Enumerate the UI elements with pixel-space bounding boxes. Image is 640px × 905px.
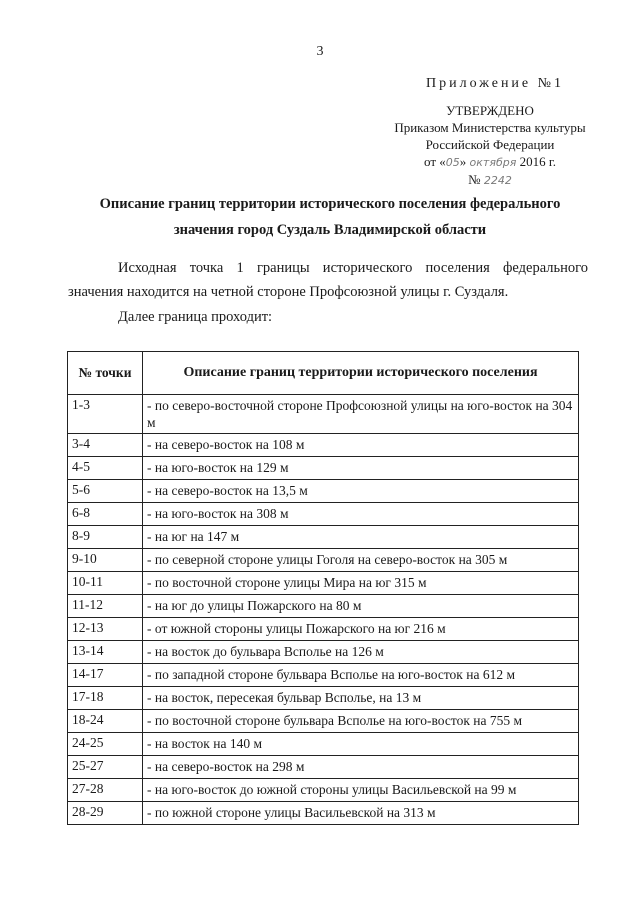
point-number-cell: 1-3: [68, 395, 143, 434]
boundary-description-cell: - от южной стороны улицы Пожарского на юг 216 м: [143, 618, 579, 641]
table-row: [68, 549, 579, 572]
point-number-cell: 8-9: [68, 526, 143, 549]
table-row: [68, 664, 579, 687]
point-number-cell: 25-27: [68, 756, 143, 779]
boundary-description-cell: - на юго-восток на 129 м: [143, 457, 579, 480]
point-number-cell: 10-11: [68, 572, 143, 595]
boundary-description-cell: - на восток до бульвара Всполье на 126 м: [143, 641, 579, 664]
point-number-cell: 3-4: [68, 434, 143, 457]
table-row: [68, 710, 579, 733]
date-prefix: от «: [424, 154, 446, 169]
boundary-description-cell: - по восточной стороне улицы Мира на юг 315 м: [143, 572, 579, 595]
table-row: [68, 526, 579, 549]
point-number-cell: 4-5: [68, 457, 143, 480]
boundary-description-cell: - на юго-восток на 308 м: [143, 503, 579, 526]
boundary-description-cell: - на северо-восток на 298 м: [143, 756, 579, 779]
boundary-description-cell: - на юг на 147 м: [143, 526, 579, 549]
number-prefix: №: [468, 172, 484, 187]
table-header-row: [68, 352, 579, 395]
point-number-cell: 17-18: [68, 687, 143, 710]
page-number: 3: [316, 44, 324, 59]
table-body: [68, 395, 579, 825]
table-row: [68, 779, 579, 802]
table-row: [68, 434, 579, 457]
order-date: [380, 153, 600, 171]
point-number-cell: 14-17: [68, 664, 143, 687]
handwritten-number: 2242: [483, 174, 512, 187]
date-year: 2016 г.: [516, 154, 556, 169]
table-row: [68, 503, 579, 526]
table-row: [68, 457, 579, 480]
header-point-number: № точки: [68, 352, 143, 395]
table-row: [68, 756, 579, 779]
order-issuer-line2: Российской Федерации: [425, 137, 555, 152]
approved-stamp-text: УТВЕРЖДЕНО: [446, 103, 534, 118]
point-number-cell: 6-8: [68, 503, 143, 526]
point-number-cell: 12-13: [68, 618, 143, 641]
point-number-cell: 28-29: [68, 802, 143, 825]
table-row: [68, 395, 579, 434]
point-number-cell: 5-6: [68, 480, 143, 503]
table-row: [68, 572, 579, 595]
order-number: [380, 171, 600, 189]
point-number-cell: 27-28: [68, 779, 143, 802]
boundary-description-cell: - по северо-восточной стороне Профсоюзной улицы на юго-восток на 304 м: [143, 395, 579, 434]
header-description: Описание границ территории исторического поселения: [143, 352, 579, 395]
boundary-description-cell: - по западной стороне бульвара Всполье на юго-восток на 612 м: [143, 664, 579, 687]
start-point-paragraph: Исходная точка 1 границы исторического поселения федерального значения находится на четной стороне Профсоюзной улицы г. Суздаля.: [68, 260, 588, 300]
table-row: [68, 618, 579, 641]
boundary-description-cell: - на восток на 140 м: [143, 733, 579, 756]
appendix-label: Приложение №1: [426, 76, 564, 91]
point-number-cell: 24-25: [68, 733, 143, 756]
handwritten-month: октября: [469, 156, 517, 169]
table-row: [68, 802, 579, 825]
approval-block: [380, 102, 600, 189]
boundary-description-cell: - на северо-восток на 108 м: [143, 434, 579, 457]
point-number-cell: 9-10: [68, 549, 143, 572]
document-title: Описание границ территории исторического поселения федерального значения город Суздаль Владимирской области: [99, 196, 561, 238]
boundary-table: [67, 351, 579, 825]
boundary-description-cell: - на юго-восток до южной стороны улицы Васильевской на 99 м: [143, 779, 579, 802]
boundary-intro-paragraph: Далее граница проходит:: [118, 309, 273, 325]
table-row: [68, 687, 579, 710]
table-row: [68, 641, 579, 664]
point-number-cell: 18-24: [68, 710, 143, 733]
boundary-description-cell: - на восток, пересекая бульвар Всполье, на 13 м: [143, 687, 579, 710]
table-row: [68, 733, 579, 756]
boundary-description-cell: - на юг до улицы Пожарского на 80 м: [143, 595, 579, 618]
boundary-description-cell: - по северной стороне улицы Гоголя на северо-восток на 305 м: [143, 549, 579, 572]
table-row: [68, 480, 579, 503]
handwritten-day: 05: [445, 156, 460, 169]
boundary-description-cell: - на северо-восток на 13,5 м: [143, 480, 579, 503]
table-row: [68, 595, 579, 618]
boundary-description-cell: - по южной стороне улицы Васильевской на 313 м: [143, 802, 579, 825]
date-mid: »: [459, 154, 470, 169]
point-number-cell: 13-14: [68, 641, 143, 664]
boundary-description-cell: - по восточной стороне бульвара Всполье на юго-восток на 755 м: [143, 710, 579, 733]
point-number-cell: 11-12: [68, 595, 143, 618]
order-issuer-line1: Приказом Министерства культуры: [394, 120, 586, 135]
